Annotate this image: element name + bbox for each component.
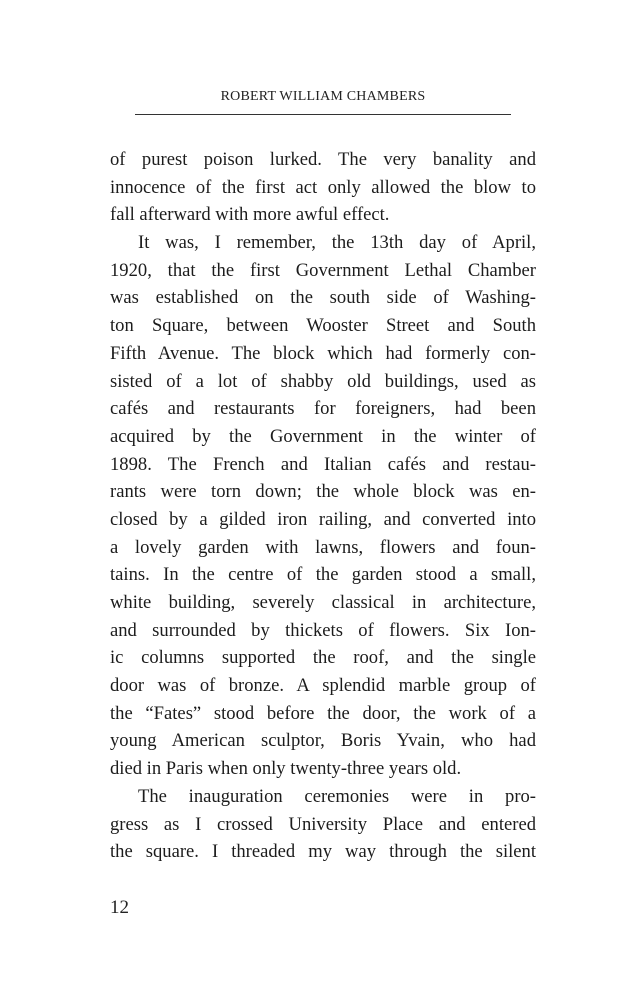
- text-line: gress as I crossed University Place and entered: [110, 813, 536, 835]
- text-line: Fifth Avenue. The block which had formerly con-: [110, 342, 536, 364]
- text-line: 1898. The French and Italian cafés and restau-: [110, 453, 536, 475]
- text-line: It was, I remember, the 13th day of April,: [138, 232, 536, 254]
- text-line: white building, severely classical in architecture,: [110, 592, 536, 613]
- text-line: tains. In the centre of the garden stood a small,: [110, 564, 536, 586]
- text-line: the square. I threaded my way through the silent: [110, 841, 536, 863]
- text-line: 1920, that the first Government Lethal Chamber: [110, 259, 536, 281]
- text-line: innocence of the first act only allowed the blow to: [110, 176, 536, 198]
- running-header: ROBERT WILLIAM CHAMBERS: [220, 89, 426, 104]
- text-line: died in Paris when only twenty-three years old.: [110, 758, 462, 780]
- text-line: a lovely garden with lawns, flowers and foun-: [110, 536, 536, 558]
- text-line: closed by a gilded iron railing, and converted into: [110, 508, 536, 530]
- body-text: [110, 146, 536, 866]
- text-line: door was of bronze. A splendid marble group of: [110, 675, 536, 697]
- text-line: ic columns supported the roof, and the single: [110, 647, 536, 669]
- text-line: the “Fates” stood before the door, the work of a: [110, 702, 536, 724]
- text-line: acquired by the Government in the winter of: [110, 425, 536, 447]
- text-line: fall afterward with more awful effect.: [110, 204, 390, 226]
- text-line: sisted of a lot of shabby old buildings, used as: [110, 370, 536, 392]
- text-line: of purest poison lurked. The very banality and: [110, 149, 536, 170]
- text-line: young American sculptor, Boris Yvain, who had: [110, 730, 536, 752]
- text-line: The inauguration ceremonies were in pro-: [138, 785, 536, 807]
- text-line: and surrounded by thickets of flowers. Six Ion-: [110, 619, 536, 641]
- text-line: ton Square, between Wooster Street and South: [110, 315, 536, 337]
- header-rule: [135, 114, 511, 115]
- text-line: rants were torn down; the whole block was en-: [110, 481, 536, 503]
- page-number: 12: [110, 897, 129, 918]
- text-line: was established on the south side of Washing-: [110, 287, 536, 309]
- text-line: cafés and restaurants for foreigners, had been: [110, 398, 536, 420]
